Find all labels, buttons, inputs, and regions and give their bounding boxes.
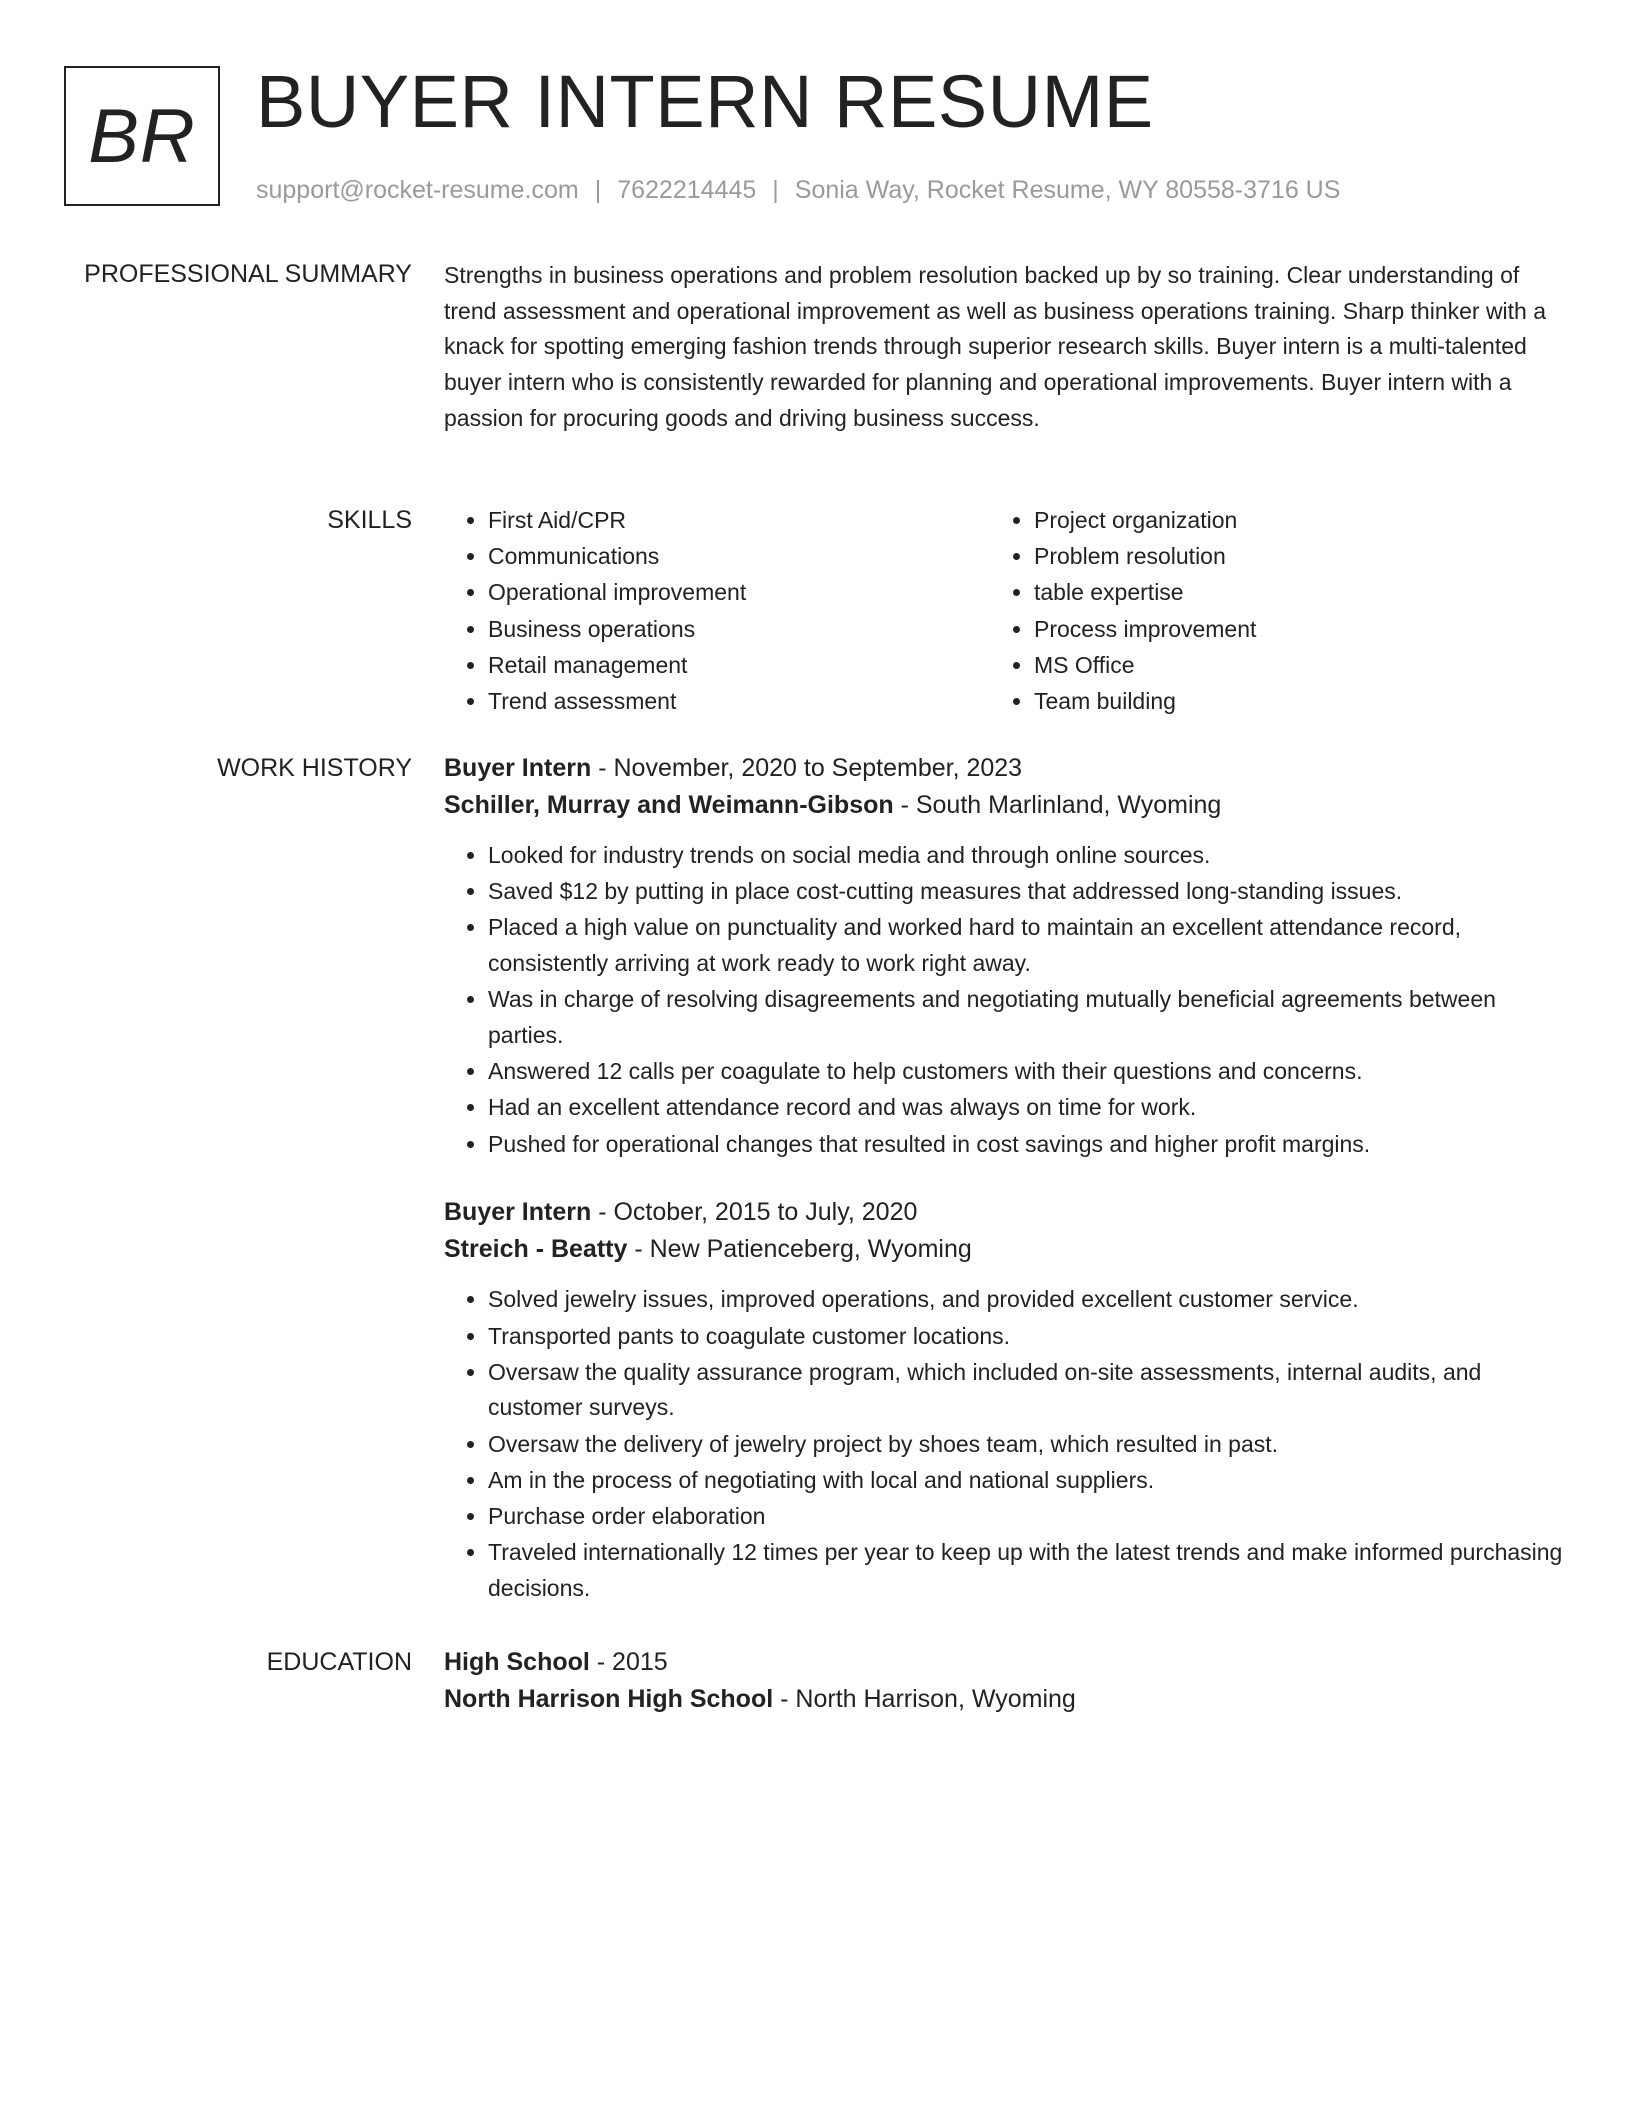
- skill-item: • Business operations: [488, 611, 990, 647]
- skill-item: • MS Office: [1034, 647, 1536, 683]
- skill-item: • Process improvement: [1034, 611, 1536, 647]
- job-company: Streich - Beatty: [444, 1235, 628, 1264]
- job-title: Buyer Intern: [444, 754, 592, 782]
- job-bullet: • Had an excellent attendance record and was always on time for work.: [488, 1090, 1564, 1126]
- job-title: Buyer Intern: [444, 1198, 592, 1227]
- job-bullet: • Oversaw the quality assurance program, which included on-site assessments, internal audits, and customer surveys.: [488, 1355, 1564, 1426]
- job-bullet: • Transported pants to coagulate customer locations.: [488, 1319, 1564, 1355]
- job-entry: [444, 750, 1564, 1162]
- job-bullet: • Purchase order elaboration: [488, 1499, 1564, 1535]
- job-bullets: [444, 838, 1564, 1162]
- skills-list-right: [990, 502, 1536, 719]
- job-title-line: [444, 750, 1564, 787]
- skill-item: • Retail management: [488, 647, 990, 683]
- job-bullet: • Oversaw the delivery of jewelry project by shoes team, which resulted in past.: [488, 1427, 1564, 1463]
- contact-separator: |: [594, 176, 602, 204]
- job-dates: - November, 2020 to September, 2023: [591, 754, 1023, 782]
- education-school-line: [444, 1681, 1564, 1718]
- section-label-education: EDUCATION: [266, 1648, 412, 1676]
- work-body: [444, 750, 1564, 1607]
- contact-line: [256, 174, 1340, 206]
- section-label-work: WORK HISTORY: [217, 754, 412, 782]
- education-degree-line: [444, 1644, 1564, 1681]
- job-location: - South Marlinland, Wyoming: [893, 791, 1222, 819]
- education-year: - 2015: [589, 1648, 668, 1676]
- education-location: - North Harrison, Wyoming: [773, 1685, 1076, 1713]
- job-title-line: [444, 1194, 1564, 1231]
- job-company-line: [444, 787, 1564, 824]
- summary-text: Strengths in business operations and problem resolution backed up by so training. Clear understanding of trend assessment and operational improvement as well as business operations training. Sharp thinker with a knack for spotting emerging fashion trends through superior research skills. Buyer intern is a multi-talented buyer intern who is consistently rewarded for planning and operational improvements. Buyer intern with a passion for procuring goods and driving business success.: [444, 262, 1547, 431]
- job-bullet: • Traveled internationally 12 times per year to keep up with the latest trends and make informed purchasing decisions.: [488, 1535, 1564, 1606]
- skills-columns: [444, 502, 1564, 719]
- skills-list-left: [444, 502, 990, 719]
- job-bullets: [444, 1282, 1564, 1606]
- section-label-skills: SKILLS: [327, 506, 412, 534]
- job-bullet: • Solved jewelry issues, improved operations, and provided excellent customer service.: [488, 1282, 1564, 1318]
- contact-separator: |: [772, 176, 779, 204]
- job-bullet: • Answered 12 calls per coagulate to help customers with their questions and concerns.: [488, 1054, 1564, 1090]
- skills-body: [444, 502, 1564, 719]
- skill-item: • Team building: [1034, 683, 1536, 719]
- job-company-line: [444, 1231, 1564, 1268]
- section-label-summary: PROFESSIONAL SUMMARY: [84, 260, 412, 288]
- job-company: Schiller, Murray and Weimann-Gibson: [444, 791, 894, 819]
- resume-title: BUYER INTERN RESUME: [256, 60, 1154, 143]
- skill-item: • Project organization: [1034, 502, 1536, 538]
- skill-item: • table expertise: [1034, 574, 1536, 610]
- job-bullet: • Saved $12 by putting in place cost-cutting measures that addressed long-standing issues.: [488, 874, 1564, 910]
- monogram-box: [64, 66, 220, 206]
- skill-item: • Operational improvement: [488, 574, 990, 610]
- education-school: North Harrison High School: [444, 1685, 774, 1713]
- monogram-initials: BR: [88, 93, 196, 179]
- job-bullet: • Was in charge of resolving disagreements and negotiating mutually beneficial agreements between parties.: [488, 982, 1564, 1053]
- job-entry: [444, 1194, 1564, 1606]
- skill-item: • First Aid/CPR: [488, 502, 990, 538]
- job-dates: - October, 2015 to July, 2020: [591, 1198, 918, 1227]
- skill-item: • Problem resolution: [1034, 538, 1536, 574]
- skill-item: • Communications: [488, 538, 990, 574]
- contact-address: Sonia Way, Rocket Resume, WY 80558-3716 US: [794, 176, 1341, 204]
- summary-body: [444, 258, 1564, 437]
- job-bullet: • Looked for industry trends on social media and through online sources.: [488, 838, 1564, 874]
- education-degree: High School: [444, 1648, 590, 1676]
- job-bullet: • Placed a high value on punctuality and worked hard to maintain an excellent attendance record, consistently arriving at work ready to work right away.: [488, 910, 1564, 981]
- job-location: - New Patienceberg, Wyoming: [627, 1235, 972, 1264]
- contact-email[interactable]: support@rocket-resume.com: [256, 176, 579, 204]
- skill-item: • Trend assessment: [488, 683, 990, 719]
- contact-phone[interactable]: 7622214445: [617, 176, 757, 204]
- job-bullet: • Pushed for operational changes that resulted in cost savings and higher profit margins.: [488, 1127, 1564, 1163]
- education-body: [444, 1644, 1564, 1718]
- job-bullet: • Am in the process of negotiating with local and national suppliers.: [488, 1463, 1564, 1499]
